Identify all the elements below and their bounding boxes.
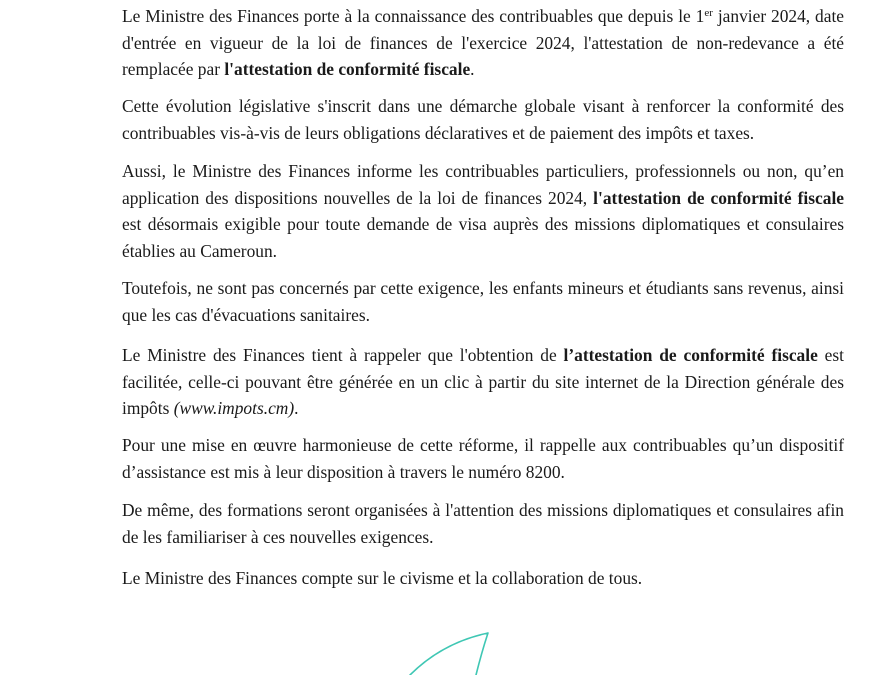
p1-bold-term: l'attestation de conformité fiscale: [224, 59, 471, 79]
p5-text-a: Le Ministre des Finances tient à rappeler que l'obtention de: [122, 345, 564, 365]
paragraph-closing: Le Ministre des Finances compte sur le civisme et la collaboration de tous.: [122, 568, 643, 588]
p3-text-b: est désormais exigible pour toute demande de visa auprès des missions diplomatiques et consulaires établies au Cameroun.: [122, 214, 844, 261]
paragraph-trainings: De même, des formations seront organisées à l'attention des missions diplomatiques et consulaires afin de les familiariser à ces nouvelles exigences.: [122, 500, 844, 547]
p3-text-a: Aussi, le Ministre des Finances informe les contribuables particuliers, professionnels ou non, qu’en application des dispositions nouvelles de la loi de finances 2024,: [122, 161, 844, 208]
signature-stroke: [400, 625, 510, 675]
paragraph-legislative-evolution: Cette évolution législative s'inscrit dans une démarche globale visant à renforcer la conformité des contribuables vis-à-vis de leurs obligations déclaratives et de paiement des impôts et taxes.: [122, 96, 844, 143]
p5-text-c: .: [294, 398, 299, 418]
paragraph-visa-requirement: [122, 158, 844, 264]
p1-text-a: Le Ministre des Finances porte à la connaissance des contribuables que depuis le 1: [122, 6, 705, 26]
p1-superscript: er: [704, 7, 713, 19]
paragraph-online-generation: [122, 342, 844, 422]
paragraph-assistance: Pour une mise en œuvre harmonieuse de cette réforme, il rappelle aux contribuables qu’un dispositif d’assistance est mis à leur disposition à travers le numéro 8200.: [122, 435, 844, 482]
p3-bold-term: l'attestation de conformité fiscale: [593, 187, 844, 208]
p1-text-c: .: [470, 59, 475, 79]
p5-text-b: est facilitée, celle-ci pouvant être générée en un clic à partir du site internet de la Direction générale des impôts: [122, 345, 844, 418]
p1-text-b: janvier 2024, date d'entrée en vigueur de la loi de finances de l'exercice 2024, l'attestation de non-redevance a été remplacée par: [122, 6, 845, 79]
paragraph-announcement: [122, 3, 844, 83]
p5-bold-term: l’attestation de conformité fiscale: [563, 345, 818, 365]
paragraph-exemptions: Toutefois, ne sont pas concernés par cette exigence, les enfants mineurs et étudiants sans revenus, ainsi que les cas d'évacuations sanitaires.: [122, 278, 844, 325]
p5-website-link: (www.impots.cm): [173, 398, 295, 418]
